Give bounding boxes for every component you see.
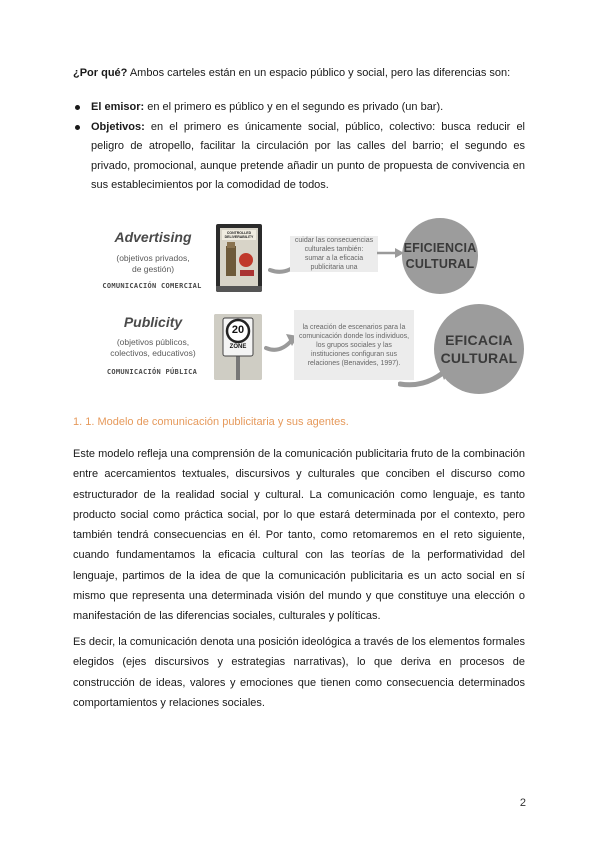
intro-text: Ambos carteles están en un espacio público y social, pero las diferencias son: [127,67,511,79]
publicity-subtitle-1: (objetivos públicos, [116,337,190,347]
eficacia-line2: CULTURAL [440,350,518,366]
publicity-subtitle-2: colectivos, educativos) [110,348,196,358]
eficacia-cultural-circle [434,304,524,394]
section-heading: 1. 1. Modelo de comunicación publicitaria y sus agentes. [73,416,349,428]
zone-sign-photo [214,314,262,380]
advertising-subtitle-2: de gestión) [131,264,175,274]
publicity-title: Publicity [123,314,183,330]
intro-paragraph [73,64,525,82]
zone-sign-word: ZONE [229,344,247,350]
bottom-concept-box: la creación de escenarios para la comunicación donde los individuos, los grupos sociales y las instituciones configuran sus relaciones (Benavides, 1997). [294,310,414,380]
top-connector-arrow-icon [377,246,405,260]
advertising-subtitle-1: (objetivos privados, [116,253,190,263]
body-paragraph-2: Es decir, la comunicación denota una posición ideológica a través de los elementos formales elegidos (ejes discursivos y estrategias narrativas), lo que deriva en procesos de construcción de ideas, valores y emociones que tienen como consecuencia determinados comportamientos y relaciones sociales. [73,636,525,709]
eficacia-circle-text [441,331,518,367]
advertising-caps-label: COMUNICACIÓN COMERCIAL [102,282,202,290]
advertising-publicity-figure [98,218,528,390]
bullet-list [73,98,525,196]
bullet-objetivos-text: en el primero es únicamente social, público, colectivo: busca reducir el peligro de atropello, facilitar la circulación por las calles del barrio; el segundo es privado, promocional, aunque pretende añadir un punto de propuesta de convivencia en sus establecimientos por la comodidad de todos. [91,120,525,191]
advertising-poster-photo [216,224,262,292]
eficacia-line1: EFICACIA [445,332,513,348]
intro-bold: ¿Por qué? [73,67,128,79]
bullet-emisor [73,98,525,118]
bullet-objetivos-label: Objetivos: [91,120,145,133]
page-number: 2 [519,797,526,809]
eficiencia-circle-text [404,240,477,272]
body-paragraph-1: Este modelo refleja una comprensión de la comunicación publicitaria fruto de la combinación entre acercamientos textuales, discursivos y culturales que conciben el discurso como estructurador de la realidad social y cultural. La comunicación como lenguaje, es tanto producto social como práctica social, por lo que estará determinada por el contexto, pero también tendrá consecuencias en él. Por tanto, como retomaremos en el reto siguiente, cuando fundamentamos la eficacia cultural con las teorías de la performatividad del lenguaje, partimos de la idea de que la comunicación publicitaria es un acto social en sí mismo que representa una determinada visión del mundo y que constituye una elección o manifestación de las diferencias sociales, culturales y políticas. [73,448,525,623]
poster-text: CONTROLLED DELIVERABILITY [224,231,254,239]
top-concept-box: cuidar las consecuencias culturales también: sumar a la eficacia publicitaria una [290,236,378,272]
eficiencia-cultural-circle [402,218,478,294]
eficiencia-line2: CULTURAL [405,257,475,271]
advertising-title: Advertising [114,229,192,245]
zone-sign-number: 20 [231,324,245,336]
bullet-emisor-label: El emisor: [91,101,145,113]
bullet-objetivos [73,118,525,196]
eficiencia-line1: EFICIENCIA [403,241,477,255]
publicity-caps-label: COMUNICACIÓN PÚBLICA [106,368,198,376]
bullet-emisor-text: en el primero es público y en el segundo es privado (un bar). [144,101,444,113]
